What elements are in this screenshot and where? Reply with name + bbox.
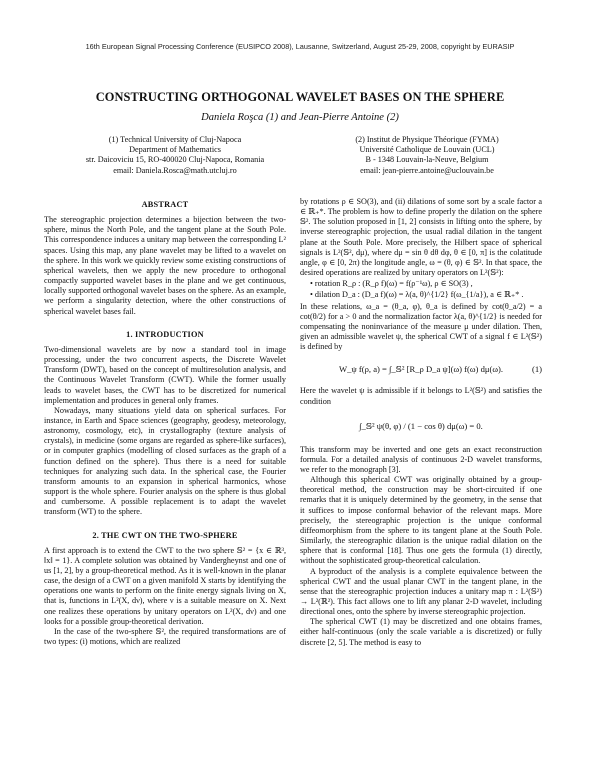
left-column xyxy=(44,200,286,647)
equation-1-number: (1) xyxy=(531,364,542,375)
affiliation-line: (2) Institut de Physique Théorique (FYMA) xyxy=(355,135,499,144)
dilation-item: • dilation D_a : (D_a f)(ω) = λ(a, θ)^{1/2} f(ω_{1/a}), a ∈ ℝ₊* . xyxy=(310,290,524,300)
affiliation-line: Université Catholique de Louvain (UCL) xyxy=(359,145,495,155)
body-paragraph-6: A byproduct of the analysis is a complete equivalence between the spherical CWT and the usual planar CWT in the tangent plane, in the sense that the stereographic projection induces a unitary map π : L²(𝕊²) → L²(ℝ²). This fact allows one to lift any planar 2-D wavelet, including directional ones, onto the sphere by inverse stereographic projection. xyxy=(300,566,542,617)
affiliation-line: (1) Technical University of Cluj-Napoca xyxy=(108,135,242,144)
equation-1 xyxy=(300,358,542,380)
body-paragraph-3: Here the wavelet ψ is admissible if it belongs to L²(𝕊²) and satisfies the condition xyxy=(300,386,542,406)
body-paragraph-2: In these relations, ω_a = (θ_a, φ), θ_a is defined by cot(θ_a/2) = a cot(θ/2) for a > 0 and the normalization factor λ(a, θ)^{1/2} is needed for compensating the noninvariance of the measure μ under dilation. Then, given an admissible wavelet ψ, the spherical CWT of a signal f ∈ L²(𝕊²) is defined by xyxy=(300,301,542,352)
affiliation-email: email: Daniela.Rosca@math.utcluj.ro xyxy=(113,165,237,175)
cwt-paragraph-2: In the case of the two-sphere 𝕊², the required transformations are of two types: (i) motions, which are realized xyxy=(44,626,286,647)
rotation-item: • rotation R_ρ : (R_ρ f)(ω) = f(ρ⁻¹ω), ρ ∈ SO(3) , xyxy=(310,279,473,289)
right-column xyxy=(300,197,542,648)
affiliation-email: email: jean-pierre.antoine@uclouvain.be xyxy=(360,165,494,175)
affiliation-line: str. Daicoviciu 15, RO-400020 Cluj-Napoca, Romania xyxy=(85,155,265,165)
paper-title: CONSTRUCTING ORTHOGONAL WAVELET BASES ON THE SPHERE xyxy=(95,90,505,104)
conference-header: 16th European Signal Processing Conference (EUSIPCO 2008), Lausanne, Switzerland, August 25-29, 2008, copyright by EURASIP xyxy=(85,42,515,51)
affiliation-line: B - 1348 Louvain-la-Neuve, Belgium xyxy=(365,155,489,165)
authors: Daniela Roşca (1) and Jean-Pierre Antoine (2) xyxy=(201,112,399,123)
abstract-heading: ABSTRACT xyxy=(141,200,189,209)
cwt-section-heading: 2. THE CWT ON THE TWO-SPHERE xyxy=(92,530,238,540)
body-paragraph-7: The spherical CWT (1) may be discretized and one obtains frames, either half-continuous (only the scale variable a is discretized) or fully discrete [2, 5]. The method is easy to xyxy=(300,617,542,647)
introduction-heading: 1. INTRODUCTION xyxy=(126,329,204,339)
cwt-paragraph-1: A first approach is to extend the CWT to the two sphere 𝕊² = {x ∈ ℝ³, ‖x‖ = 1}. A complete solution was obtained by Vandergheynst and one of us [1, 2], by a group-theoretical method. As it is well-known in the planar case, the design of a CWT on a given manifold X starts by identifying the operations one wants to perform on the finite energy signals living on X, that is, functions in L²(X, dν), where ν is a suitable measure on X. Next one realizes these operations by unitary operators on L²(X, dν) and one looks for a possible group-theoretical derivation. xyxy=(44,545,286,626)
body-paragraph-5: Although this spherical CWT was originally obtained by a group-theoretical method, the construction may be short-circuited if one remarks that it is uniquely determined by the geometry, in the sense that it suffices to impose conformal behavior of the relevant maps. More precisely, the stereographic projection is the unique conformal diffeomorphism from the sphere to its tangent plane at the South Pole. Similarly, the stereographic dilation is the unique radial dilation on the sphere that is conformal [18]. Thus one gets the formula (1) directly, without the sophisticated group-theoretical calculation. xyxy=(300,475,542,566)
affiliation-left xyxy=(45,135,305,176)
affiliation-line: Department of Mathematics xyxy=(129,145,221,155)
body-paragraph-1: by rotations ρ ∈ SO(3), and (ii) dilations of some sort by a scale factor a ∈ ℝ₊*. The problem is how to define properly the dilation on the sphere 𝕊². The solution proposed in [1, 2] consists in lifting onto the sphere, by inverse stereographic projection, the usual radial dilation in the tangent plane at the South Pole. More precisely, the Hilbert space of spherical signals is L²(𝕊², dμ), where dμ = sin θ dθ dφ, θ ∈ [0, π] is the colatitude angle, φ ∈ [0, 2π) the longitude angle, ω = (θ, φ) ∈ 𝕊². In that space, the desired operations are realized by unitary operators on L²(𝕊²): xyxy=(300,197,542,278)
intro-paragraph-1: Two-dimensional wavelets are by now a standard tool in image processing, under the two concurrent aspects, the Discrete Wavelet Transform (DWT), based on the concept of multiresolution analysis, and the Continuous Wavelet Transform (CWT). While the former usually leads to wavelet bases, the CWT has to be discretized for numerical implementation and produces in general only frames. xyxy=(44,344,286,405)
equation-1-formula: W_ψ f(ρ, a) = ∫_𝕊² [R_ρ D_a ψ](ω) f(ω) dμ(ω). xyxy=(338,364,504,375)
abstract-text: The stereographic projection determines a bijection between the two-sphere, minus the North Pole, and the tangent plane at the South Pole. This correspondence induces a unitary map between the corresponding L² spaces. Using this map, any plane wavelet may be lifted to a wavelet on the sphere. In this work we quickly review some existing constructions of spherical wavelets, then we apply the new procedure to orthogonal compactly supported wavelet bases in the plane and we get continuous, locally supported orthogonal wavelet bases on the sphere. As an example, we perform a singularity detection, where the other constructions of spherical wavelet bases fail. xyxy=(44,215,286,316)
equation-2: ∫_𝕊² ψ(θ, φ) / (1 − cos θ) dμ(ω) = 0. xyxy=(359,420,483,431)
body-paragraph-4: This transform may be inverted and one gets an exact reconstruction formula. For a detailed analysis of continuous 2-D wavelet transforms, we refer to the monograph [3]. xyxy=(300,444,542,474)
intro-paragraph-2: Nowadays, many situations yield data on spherical surfaces. For instance, in Earth and Space sciences (geography, geodesy, meteorology, astronomy, cosmology, etc), in crystallography (texture analysis of crystals), in medicine (some organs are regarded as sphere-like surfaces), or in computer graphics (modelling of closed surfaces as the graph of a function defined on the sphere). Thus there is a need for suitable techniques for analyzing such data. In the spherical case, the Fourier transform amounts to an expansion in spherical harmonics, whose support is the whole sphere. Fourier analysis on the sphere is thus global and cumbersome. A possible replacement is to adapt the wavelet transform (WT) to the sphere. xyxy=(44,405,286,517)
affiliation-right xyxy=(297,135,557,176)
